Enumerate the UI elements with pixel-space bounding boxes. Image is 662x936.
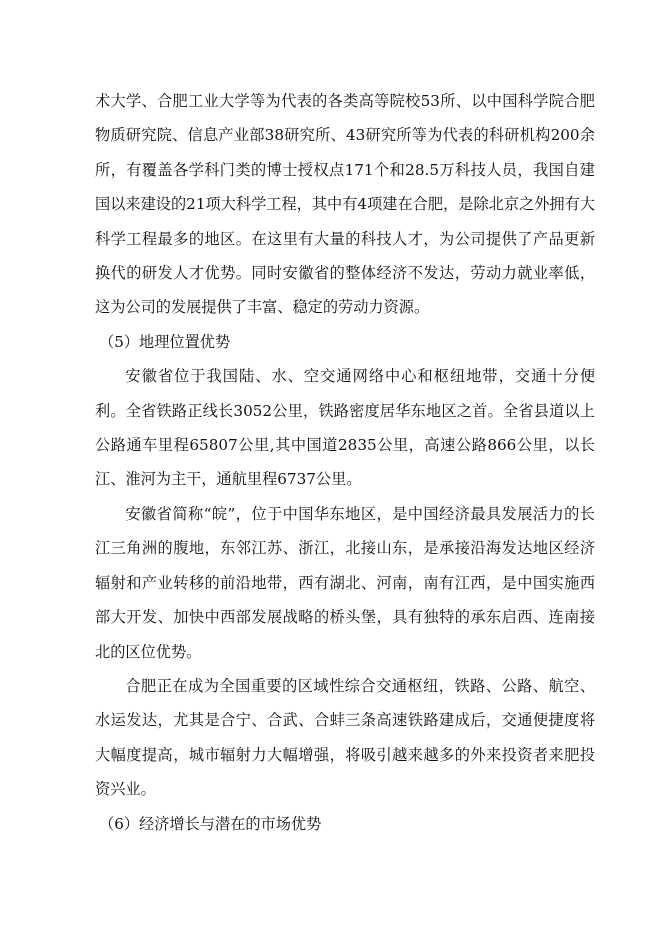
paragraph-transport-network: 安徽省位于我国陆、水、空交通网络中心和枢纽地带，交通十分便利。全省铁路正线长3052公里，铁路密度居华东地区之首。全省县道以上公路通车里程65807公里,其中国道2835公里，高速公路866公里，以长江、淮河为主干，通航里程6737公里。 [95,367,595,489]
document-body [95,84,595,841]
paragraph-regional-location: 安徽省简称“皖”，位于中国华东地区，是中国经济最具发展活力的长江三角洲的腹地，东邻江苏、浙江，北接山东，是承接沿海发达地区经济辐射和产业转移的前沿地带，西有湖北、河南，南有江西，是中国实施西部大开发、加快中西部发展战略的桥头堡，具有独特的承东启西、连南接北的区位优势。 [95,504,595,661]
section-heading-geographic-advantage: （5）地理位置优势 [99,332,231,351]
section-heading-economic-growth: （6）经济增长与潜在的市场优势 [99,814,322,833]
paragraph-hefei-hub: 合肥正在成为全国重要的区域性综合交通枢纽，铁路、公路、航空、水运发达，尤其是合宁、合武、合蚌三条高速铁路建成后，交通便捷度将大幅度提高，城市辐射力大幅增强，将吸引越来越多的外来投资者来肥投资兴业。 [95,676,595,799]
paragraph-research-institutions: 术大学、合肥工业大学等为代表的各类高等院校53所、以中国科学院合肥物质研究院、信息产业部38研究所、43研究所等为代表的科研机构200余所，有覆盖各学科门类的博士授权点171个和28.5万科技人员，我国自建国以来建设的21项大科学工程，其中有4项建在合肥，是除北京之外拥有大科学工程最多的地区。在这里有大量的科技人才，为公司提供了产品更新换代的研发人才优势。同时安徽省的整体经济不发达，劳动力就业率低，这为公司的发展提供了丰富、稳定的劳动力资源。 [95,92,595,317]
